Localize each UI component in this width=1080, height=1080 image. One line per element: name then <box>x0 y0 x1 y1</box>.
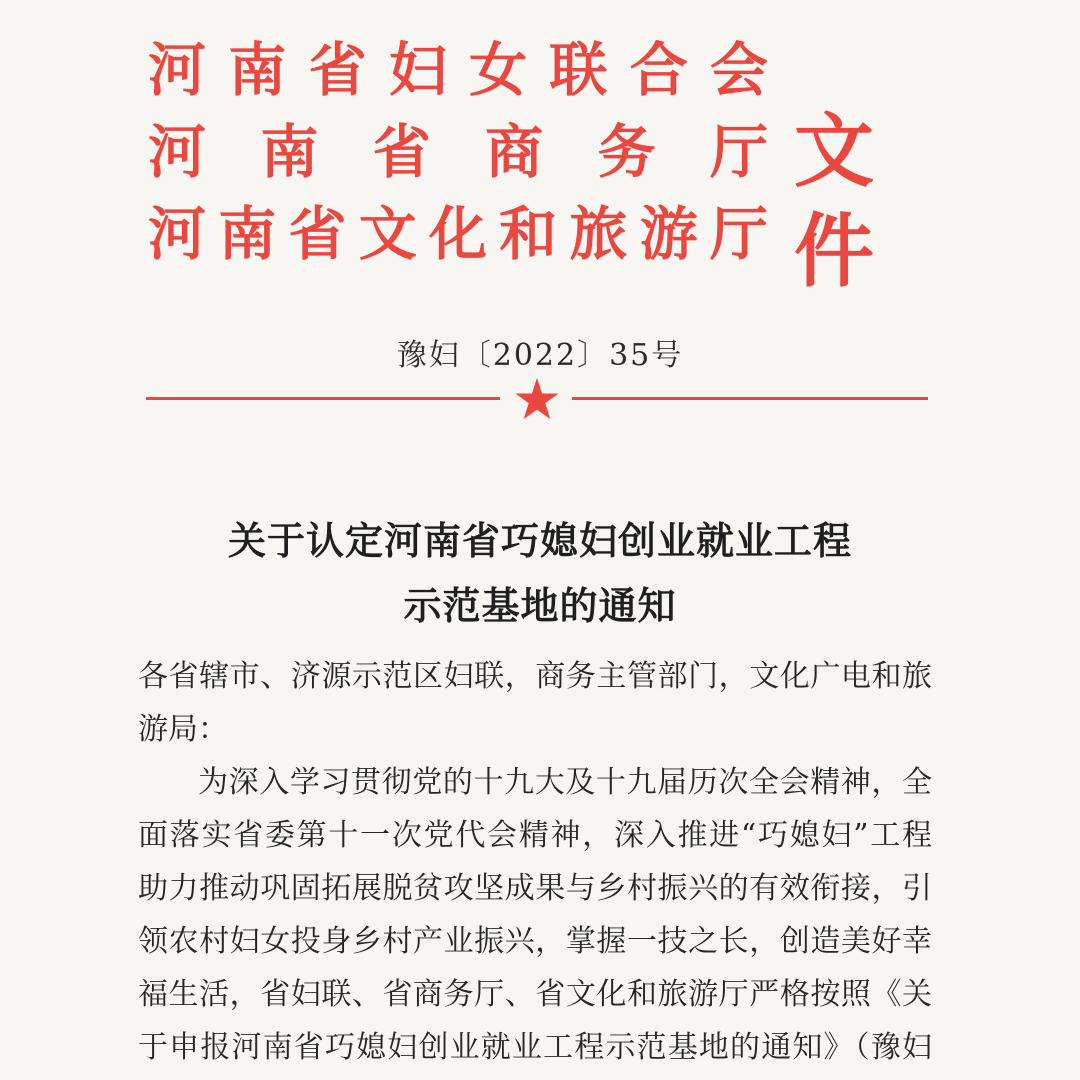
body-line-3: 为深入学习贯彻党的十九大及十九届历次全会精神，全 <box>198 765 932 800</box>
body-line-6: 领农村妇女投身乡村产业振兴，掌握一技之长，创造美好幸 <box>138 924 932 959</box>
body-line-4: 面落实省委第十一次党代会精神，深入推进“巧媳妇”工程 <box>138 818 932 853</box>
issuer-womens-federation: 河 南 省 妇 女 联 合 会 <box>148 36 768 104</box>
document-number: 豫妇〔2022〕35号 <box>396 338 684 373</box>
issuer-commerce-department: 河 南 省 商 务 厅 <box>148 118 768 186</box>
body-line-7: 福生活，省妇联、省商务厅、省文化和旅游厅严格按照《关 <box>138 977 932 1012</box>
red-star-icon <box>514 376 560 422</box>
issuer-culture-tourism-department: 河 南 省 文 化 和 旅 游 厅 <box>148 200 768 268</box>
body-line-8: 于申报河南省巧媳妇创业就业工程示范基地的通知》（豫妇 <box>138 1030 932 1065</box>
red-rule-left <box>146 397 500 400</box>
body-line-2: 游局： <box>138 712 228 747</box>
body-line-1: 各省辖市、济源示范区妇联，商务主管部门，文化广电和旅 <box>138 659 932 694</box>
document-title-line-1: 关于认定河南省巧媳妇创业就业工程 <box>227 519 852 563</box>
issuer-header <box>148 36 948 298</box>
body-line-5: 助力推动巩固拓展脱贫攻坚成果与乡村振兴的有效衔接，引 <box>138 871 932 906</box>
red-rule-right <box>572 397 928 400</box>
document-word: 文件 <box>794 105 872 298</box>
document-title-line-2: 示范基地的通知 <box>403 584 677 628</box>
